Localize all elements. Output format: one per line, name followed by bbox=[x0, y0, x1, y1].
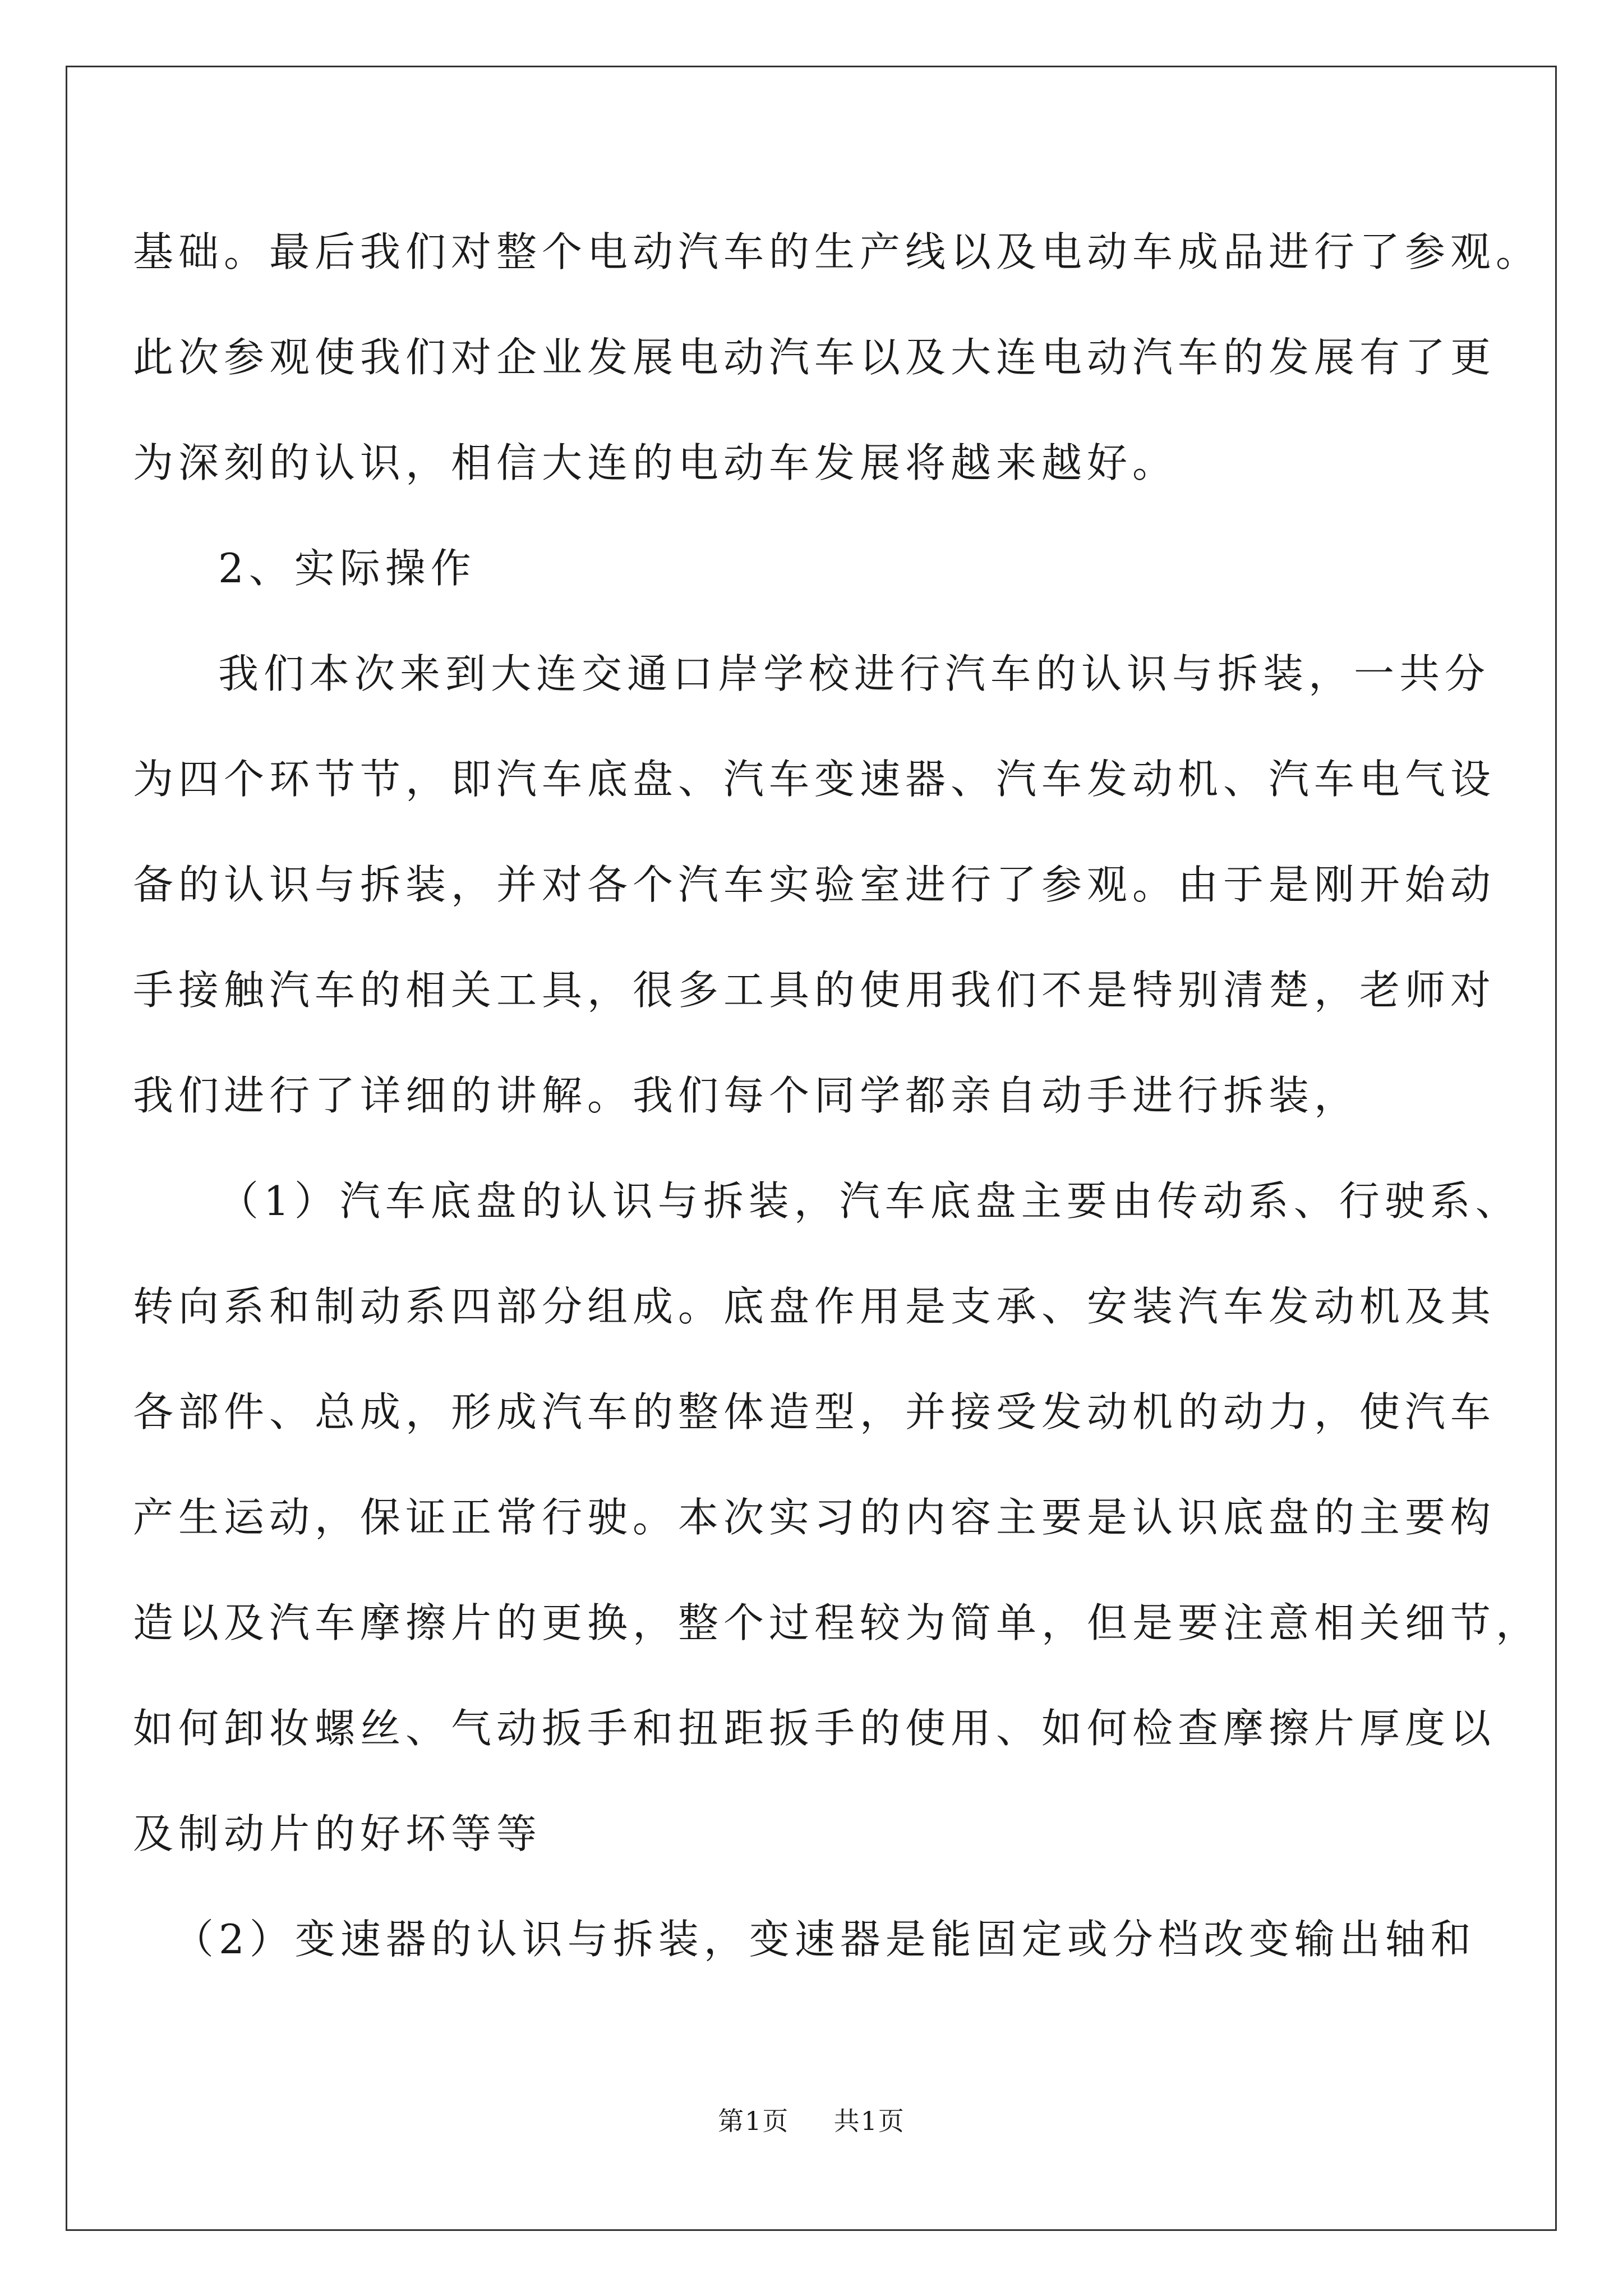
text-line: 各部件、总成，形成汽车的整体造型，并接受发动机的动力，使汽车 bbox=[133, 1388, 1496, 1435]
text-line: 转向系和制动系四部分组成。底盘作用是支承、安装汽车发动机及其 bbox=[133, 1283, 1496, 1330]
page-total: 共1页 bbox=[833, 2106, 905, 2136]
text-line: 此次参观使我们对企业发展电动汽车以及大连电动汽车的发展有了更 bbox=[133, 334, 1496, 381]
text-line: 基础。最后我们对整个电动汽车的生产线以及电动车成品进行了参观。 bbox=[133, 228, 1542, 275]
text-line: 为四个环节节，即汽车底盘、汽车变速器、汽车发动机、汽车电气设 bbox=[133, 756, 1496, 803]
text-line: （1）汽车底盘的认识与拆装，汽车底盘主要由传动系、行驶系、 bbox=[218, 1177, 1521, 1225]
text-line: 为深刻的认识，相信大连的电动车发展将越来越好。 bbox=[133, 439, 1178, 486]
text-line: 及制动片的好坏等等 bbox=[133, 1810, 542, 1857]
document-body bbox=[133, 199, 1542, 1992]
text-line: 我们本次来到大连交通口岸学校进行汽车的认识与拆装，一共分 bbox=[218, 650, 1491, 697]
text-line: 造以及汽车摩擦片的更换，整个过程较为简单，但是要注意相关细节， bbox=[133, 1599, 1542, 1646]
text-line: （2）变速器的认识与拆装，变速器是能固定或分档改变输出轴和 bbox=[173, 1916, 1476, 1963]
text-line: 手接触汽车的相关工具，很多工具的使用我们不是特别清楚，老师对 bbox=[133, 967, 1496, 1014]
section-heading: 2、实际操作 bbox=[218, 545, 476, 592]
text-line: 产生运动，保证正常行驶。本次实习的内容主要是认识底盘的主要构 bbox=[133, 1494, 1496, 1541]
text-line: 如何卸妆螺丝、气动扳手和扭距扳手的使用、如何检查摩擦片厚度以 bbox=[133, 1705, 1496, 1752]
page-number: 第1页 bbox=[718, 2106, 790, 2136]
page-footer bbox=[0, 2101, 1623, 2138]
text-line: 我们进行了详细的讲解。我们每个同学都亲自动手进行拆装， bbox=[133, 1072, 1360, 1119]
text-line: 备的认识与拆装，并对各个汽车实验室进行了参观。由于是刚开始动 bbox=[133, 861, 1496, 908]
